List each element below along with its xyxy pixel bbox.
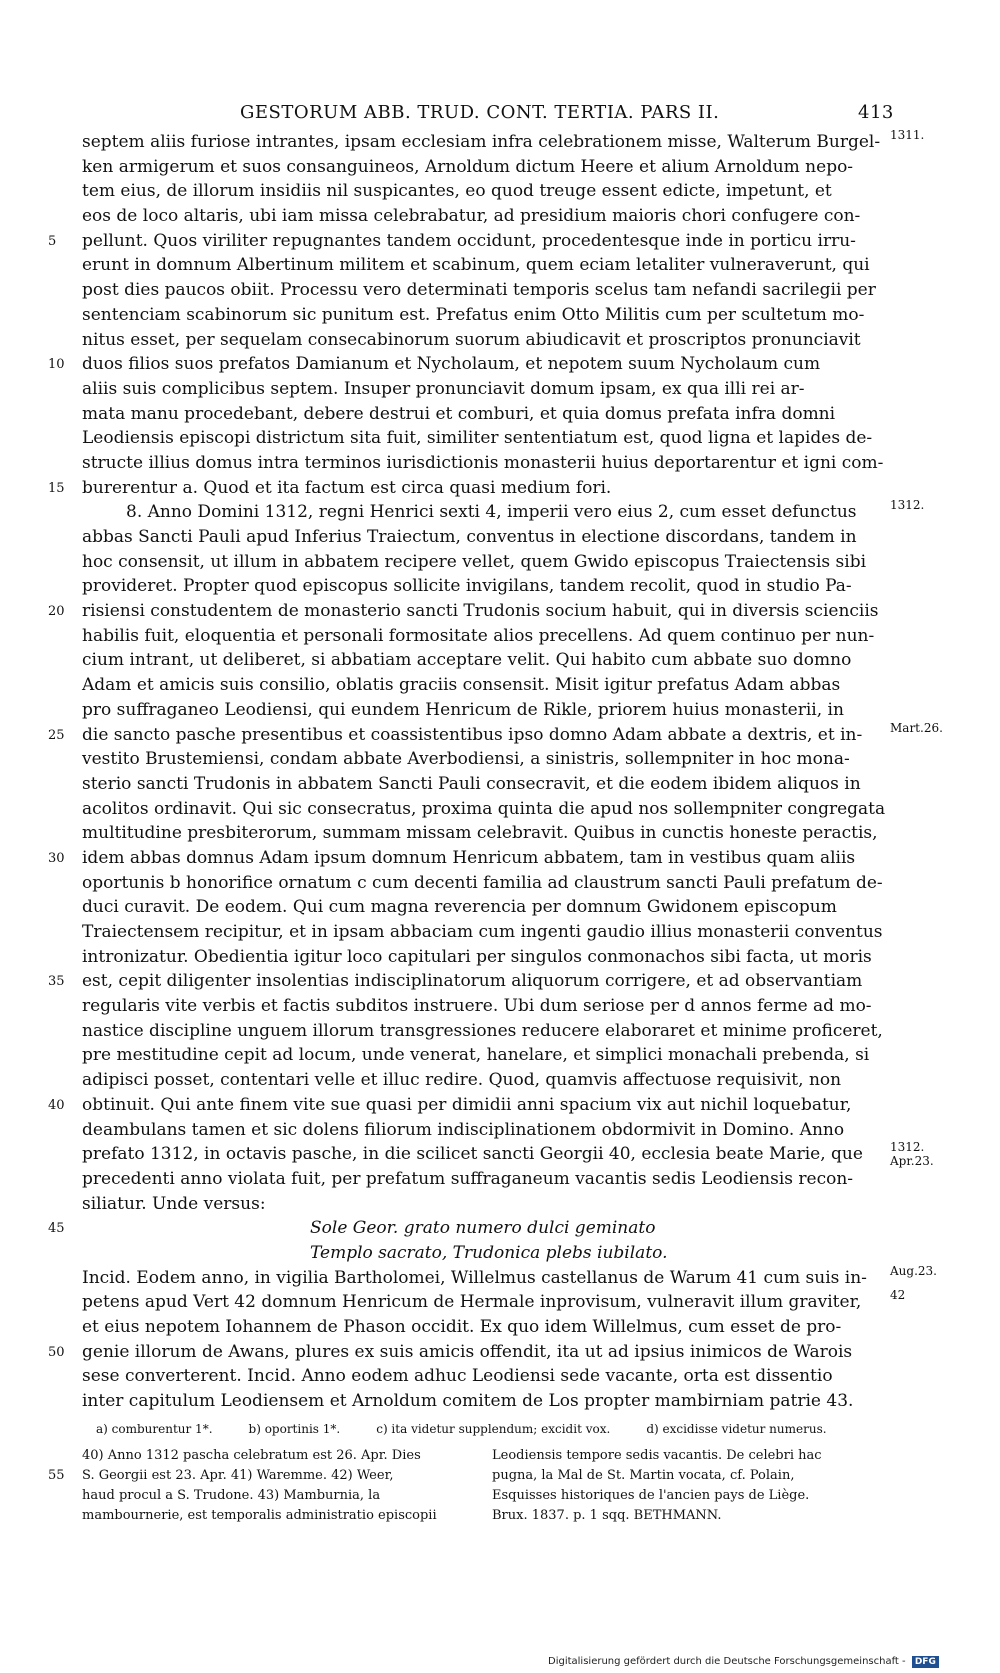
text-line: [82, 426, 882, 451]
margin-date: 42: [890, 1288, 906, 1303]
text-line: [82, 402, 882, 427]
line-text: hoc consensit, ut illum in abbatem recipere vellet, quem Gwido episcopus Traiectensis sibi: [82, 551, 867, 572]
text-line: [48, 720, 943, 748]
line-text: obtinuit. Qui ante finem vite sue quasi per dimidii anni spacium vix aut nichil loquebatur,: [82, 1094, 852, 1115]
line-text: est, cepit diligenter insolentias indisciplinatorum aliquorum corrigere, et ad observantiam: [82, 971, 863, 992]
line-text: sterio sancti Trudonis in abbatem Sancti Pauli consecravit, et die eodem ibidem aliquos in: [82, 773, 861, 794]
line-number: 30: [48, 850, 65, 866]
margin-date: 1312. Apr.23.: [890, 1140, 934, 1169]
text-line: [82, 871, 882, 896]
apparatus-note: b) oportinis 1*.: [248, 1422, 341, 1436]
line-text: oportunis b honorifice ornatum c cum decenti familia ad claustrum sancti Pauli prefatum de-: [82, 872, 883, 893]
line-text: ken armigerum et suos consanguineos, Arnoldum dictum Heere et alium Arnoldum nepo-: [82, 156, 854, 177]
line-number: 35: [48, 974, 65, 990]
line-text: Leodiensis episcopi districtum sita fuit, similiter sententiatum est, quod ligna et lapides de-: [82, 428, 873, 449]
footnote-line: [48, 1466, 882, 1486]
line-number: 55: [48, 1468, 65, 1483]
line-number: 25: [48, 727, 65, 743]
apparatus-note: a) comburentur 1*.: [96, 1422, 213, 1436]
line-text: petens apud Vert 42 domnum Henricum de Hermale inprovisum, vulneravit illum graviter,: [82, 1292, 862, 1313]
line-text: regularis vite verbis et factis subditos instruere. Ubi dum seriose per d annos ferme ad mo-: [82, 996, 872, 1017]
line-text: mata manu procedebant, debere destrui et comburi, et quia domus prefata infra domni: [82, 403, 836, 424]
line-text: inter capitulum Leodiensem et Arnoldum comitem de Los propter mambirniam patrie 43.: [82, 1391, 854, 1412]
text-line: [82, 698, 882, 723]
line-text: pro suffraganeo Leodiensi, qui eundem Henricum de Rikle, priorem huius monasterii, in: [82, 699, 844, 720]
line-number: 20: [48, 604, 65, 620]
text-line: [82, 278, 882, 303]
footnote-line: [82, 1446, 882, 1466]
line-text: eos de loco altaris, ubi iam missa celebrabatur, ad presidium maioris chori confugere con-: [82, 206, 861, 227]
footnote-left: S. Georgii est 23. Apr. 41) Waremme. 42) Weer,: [82, 1468, 394, 1483]
text-line: [82, 128, 925, 155]
text-line: [82, 920, 882, 945]
line-text: tem eius, de illorum insidiis nil suspicantes, eo quod treuge essent edicte, impetunt, et: [82, 181, 832, 202]
text-line: [82, 747, 882, 772]
text-line: [82, 648, 882, 673]
footnote-line: [82, 1486, 882, 1506]
line-number: 5: [48, 233, 57, 249]
text-line: [82, 1118, 882, 1143]
line-text: aliis suis complicibus septem. Insuper pronunciavit domum ipsam, ex qua illi rei ar-: [82, 378, 805, 399]
line-text: provideret. Propter quod episcopus sollicite invigilans, tandem recolit, quod in studio Pa-: [82, 576, 852, 597]
text-line: [48, 352, 882, 377]
text-line: [82, 821, 882, 846]
text-line: [82, 772, 882, 797]
footnote-right: Esquisses historiques de l'ancien pays de Liège.: [492, 1488, 810, 1503]
text-line: [82, 624, 882, 649]
running-title: GESTORUM ABB. TRUD. CONT. TERTIA. PARS II.: [240, 102, 720, 123]
line-text: vestito Brustemiensi, condam abbate Averbodiensi, a sinistris, sollempniter in hoc mona-: [82, 749, 850, 770]
text-line: [48, 476, 882, 501]
line-text: Traiectensem recipitur, et in ipsam abbaciam cum ingenti gaudio illius monasterii conventus: [82, 922, 883, 942]
line-text: Incid. Eodem anno, in vigilia Bartholomei, Willelmus castellanus de Warum 41 cum suis in-: [82, 1267, 867, 1288]
line-text: duci curavit. De eodem. Qui cum magna reverencia per domnum Gwidonem episcopum: [82, 897, 837, 918]
text-line: [82, 1043, 882, 1068]
line-number: 15: [48, 480, 65, 496]
line-text: idem abbas domnus Adam ipsum domnum Henricum abbatem, tam in vestibus quam aliis: [82, 847, 856, 868]
text-line: [82, 1241, 882, 1266]
line-text: intronizatur. Obedientia igitur loco capitulari per singulos conmonachos sibi facta, ut moris: [82, 946, 872, 967]
text-line: [82, 673, 882, 698]
text-line: [82, 1167, 882, 1192]
line-text: erunt in domnum Albertinum militem et scabinum, quem eciam letaliter vulneraverunt, qui: [82, 255, 870, 276]
line-text: duos filios suos prefatos Damianum et Nycholaum, et nepotem suum Nycholaum cum: [82, 354, 821, 375]
text-line: [82, 328, 882, 353]
line-text: prefato 1312, in octavis pasche, in die scilicet sancti Georgii 40, ecclesia beate Marie, que: [82, 1144, 863, 1165]
apparatus-note: d) excidisse videtur numerus.: [646, 1422, 827, 1436]
line-text: die sancto pasche presentibus et coassistentibus ipso domno Adam abbate a dextris, et in-: [82, 724, 863, 745]
text-line: [82, 155, 882, 180]
line-text: burerentur a. Quod et ita factum est circa quasi medium fori.: [82, 477, 612, 498]
line-text: habilis fuit, eloquentia et personali formositate alios precellens. Ad quem continuo per nun-: [82, 625, 875, 646]
footnote-right: Brux. 1837. p. 1 sqq. BETHMANN.: [492, 1508, 722, 1523]
text-line: [82, 498, 925, 525]
line-text: et eius nepotem Iohannem de Phason occidit. Ex quo idem Willelmus, cum esset de pro-: [82, 1317, 842, 1337]
text-line: [82, 451, 882, 476]
line-text: genie illorum de Awans, plures ex suis amicis offendit, ita ut ad ipsius inimicos de Warois: [82, 1341, 853, 1362]
critical-apparatus: [96, 1422, 876, 1436]
credit-text: Digitalisierung gefördert durch die Deutsche Forschungsgemeinschaft -: [548, 1656, 906, 1667]
dfg-credit: [548, 1656, 939, 1668]
text-line: [48, 846, 882, 871]
margin-date: Aug.23.: [890, 1263, 937, 1278]
footnote-right: Leodiensis tempore sedis vacantis. De celebri hac: [492, 1448, 822, 1463]
line-text: structe illius domus intra terminos iurisdictionis monasterii huius deportarentur et igni com-: [82, 452, 884, 473]
running-header: [0, 102, 1000, 128]
text-line: [82, 895, 882, 920]
text-line: [48, 969, 882, 994]
text-line: [82, 1019, 882, 1044]
apparatus-note: c) ita videtur supplendum; excidit vox.: [376, 1422, 611, 1436]
page-number: 413: [858, 102, 894, 123]
line-number: 50: [48, 1344, 65, 1360]
line-number: 10: [48, 357, 65, 373]
line-text: Templo sacrato, Trudonica plebs iubilato.: [310, 1242, 668, 1263]
line-text: Adam et amicis suis consilio, oblatis graciis consensit. Misit igitur prefatus Adam abbas: [82, 675, 841, 696]
text-line: [82, 574, 882, 599]
margin-date: Mart.26.: [890, 720, 943, 735]
line-text: post dies paucos obiit. Processu vero determinati temporis scelus tam nefandi sacrilegii per: [82, 280, 876, 301]
line-text: adipisci posset, contentari velle et illuc redire. Quod, quamvis affectuose requisivit, non: [82, 1070, 842, 1091]
text-line: [82, 179, 882, 204]
line-text: septem aliis furiose intrantes, ipsam ecclesiam infra celebrationem misse, Walterum Burgel-: [82, 132, 881, 152]
line-text: cium intrant, ut deliberet, si abbatiam acceptare velit. Qui habito cum abbate suo domno: [82, 650, 852, 671]
footnote-left: 40) Anno 1312 pascha celebratum est 26. Apr. Dies: [82, 1448, 421, 1463]
text-line: [82, 1288, 906, 1315]
text-line: [82, 525, 882, 550]
line-text: abbas Sancti Pauli apud Inferius Traiectum, conventus in electione discordans, tandem in: [82, 527, 857, 547]
text-line: [82, 797, 886, 822]
line-text: pre mestitudine cepit ad locum, unde venerat, hanelare, et simplici monachali prebenda, si: [82, 1045, 870, 1066]
footnote-left: mambournerie, est temporalis administratio episcopii: [82, 1508, 437, 1523]
footnote-right: pugna, la Mal de St. Martin vocata, cf. Polain,: [492, 1468, 795, 1483]
text-line: [82, 1389, 882, 1414]
text-line: [48, 229, 882, 254]
dfg-logo-icon: DFG: [912, 1656, 939, 1668]
text-line: [82, 303, 882, 328]
line-text: risiensi constudentem de monasterio sancti Trudonis socium habuit, qui in diversis scienciis: [82, 601, 879, 622]
text-line: [82, 1192, 882, 1217]
line-text: nastice discipline unguem illorum transgressiones reducere elaboraret et minime proficeret,: [82, 1020, 883, 1041]
line-text: Sole Geor. grato numero dulci geminato: [310, 1218, 656, 1239]
line-number: 45: [48, 1221, 65, 1237]
line-number: 40: [48, 1097, 65, 1113]
line-text: deambulans tamen et sic dolens filiorum indisciplinationem obdormivit in Domino. Anno: [82, 1119, 845, 1140]
line-text: acolitos ordinavit. Qui sic consecratus, proxima quinta die apud nos sollempniter congregata: [82, 798, 886, 819]
text-line: [82, 945, 882, 970]
text-line: [82, 253, 882, 278]
line-text: nitus esset, per sequelam consecabinorum suorum abiudicavit et proscriptos pronunciavit: [82, 329, 861, 350]
text-line: [82, 1140, 934, 1169]
line-text: multitudine presbiterorum, summam missam celebravit. Quibus in cunctis honeste peractis,: [82, 823, 878, 844]
text-line: [82, 1068, 882, 1093]
line-text: sese converterent. Incid. Anno eodem adhuc Leodiensi sede vacante, orta est dissentio: [82, 1366, 833, 1387]
line-text: pellunt. Quos viriliter repugnantes tandem occidunt, procedentesque inde in porticu irru-: [82, 230, 856, 251]
margin-date: 1311.: [890, 128, 925, 142]
line-text: 8. Anno Domini 1312, regni Henrici sexti 4, imperii vero eius 2, cum esset defunctus: [126, 502, 857, 523]
text-line: [48, 1340, 882, 1365]
margin-date: 1312.: [890, 498, 925, 513]
text-line: [82, 377, 882, 402]
text-line: [82, 204, 882, 229]
footnotes: [48, 1446, 882, 1526]
line-text: siliatur. Unde versus:: [82, 1193, 266, 1214]
line-text: precedenti anno violata fuit, per prefatum suffraganeum vacantis sedis Leodiensis recon-: [82, 1168, 854, 1189]
text-line: [48, 599, 882, 624]
main-text: [48, 128, 943, 1414]
text-line: [82, 550, 882, 575]
line-text: sentenciam scabinorum sic punitum est. Prefatus enim Otto Militis cum per scultetum mo-: [82, 304, 865, 325]
text-line: [48, 1093, 882, 1118]
footnote-left: haud procul a S. Trudone. 43) Mamburnia, la: [82, 1488, 381, 1503]
text-line: [82, 1315, 882, 1340]
footnote-line: [82, 1506, 882, 1526]
text-line: [48, 1216, 882, 1241]
text-line: [82, 1364, 882, 1389]
text-line: [82, 994, 882, 1019]
text-line: [82, 1263, 937, 1291]
